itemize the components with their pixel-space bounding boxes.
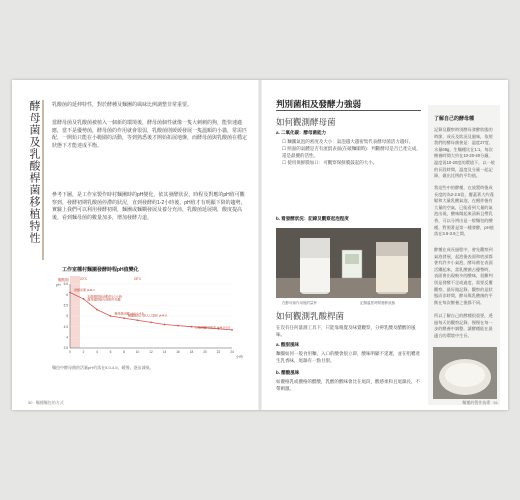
section-title: 判別菌相及發酵力強弱 [276,99,362,109]
left-page [12,80,260,410]
x-tick-label: 24 [230,350,234,354]
data-point [96,309,98,311]
x-tick-label: 16 [176,350,180,354]
temperature-label: 20°C [79,277,88,281]
sidebar-paragraph-3: 酵種在成長過程中，會先觀察到氣泡發展，起泡後表面和底部都會有許多小氣泡，酵母菌在表面活躍起來，當乳酸菌占優勢時，表面會出現較多的酸味，很難判別是發酵不足或過度，需要反覆觀察，最好做記錄，觀察的是狀態而非時間，酵母與乳酸菌的平衡在每次餵養之後都不同。 [434,247,493,305]
bubbly-starter [445,363,485,387]
vertical-title: 酵母菌及乳酸桿菌移植特性 [28,100,41,244]
page-number: 50 [28,400,33,405]
page-number: 51 [493,400,498,405]
ferment-photo [276,228,421,298]
y-tick-label: 5.5 [63,303,68,308]
x-tick-label: 4 [96,350,98,354]
heading-lactobacillus: 如何觀測乳酸桿菌 [276,311,345,321]
running-head: 麵種的製作技術 [462,400,491,405]
book-spread [12,80,508,410]
y-tick-label: 6 [66,292,68,297]
photo-caption-left: 在酵母菌作用後的量杯 [282,301,317,305]
subheading-acetic: b. 醋酸風味 [276,370,300,375]
bullet-item: ☐ 使用保鮮膜加口：可觀察保鮮膜鼓起的大小。 [282,160,378,165]
data-point [137,319,139,321]
sidebar-title: 了解自己的酵母種 [434,116,475,122]
subheading-lactic: a. 酸甜風味 [276,342,300,347]
subheading-ferment: b. 看發酵狀況：記錄及觀察起泡程度 [276,216,349,221]
x-tick-label: 10 [135,350,140,354]
x-tick-label: 0 [69,350,71,354]
y-tick-label: 4.5 [63,324,68,329]
data-point [191,326,193,328]
lacto-intro: 在沒有任何量測工具下，只能靠嗅覺及味覺觀察，分辨乳酸及醋酸的風味。 [276,325,416,337]
data-point [110,315,112,317]
sidebar-paragraph-1: 記錄及觀察時別酵母發酵狀態的時節，成長及狀況及風味，依照我們的酵母菌會是：溫度27度、水量68g，生麵種比在1:1，每次餵養時間大約在10-20-40分鐘，溫度再10-20度的環境下，以一般的長段時間，溫度及分量一起記錄，做出比例的平均值。 [434,127,495,179]
chart-footnote: 麵包中酵母菌的活量pH約落在5.0-4.5，緩慢、逐步減低。 [52,365,154,370]
body-paragraph-2: 參考下圖，是工作室製作時村麵團時的pH變化，依其發酵狀況，時程及對應的pH值可觀察到，發酵初期乳酸菌停滯的狀況，直到發酵約1-2小時後，pH值才有明顯下降的趨勢，實驗上我們可以利用發酵初期，麵團或麵糊發展及養分充沛，乳酸菌延展期，酸度提高後，看到麵母菌的數量加多，增加發酵力道。 [52,192,246,221]
y-tick-label: 5 [66,314,68,319]
starter-bowl-photo [433,347,497,399]
x-tick-label: 18 [189,350,194,354]
title-rule [276,110,421,111]
x-tick-label: 22 [216,350,221,354]
x-tick-label: 6 [109,350,112,354]
title-accent-bar [42,100,44,260]
bullet-item: ☐ 照面的氣體是否有流竄表面(在破麵團時)：判斷酵母是否已產完成，還是最優的活性。 [282,146,421,158]
data-point [150,322,152,324]
sidebar-paragraph-2: 我這些中的酵種，在放置時後成長度的為2-2.5倍，覆蓋著大約蓬鬆和大量乳酸氣泡，在攪拌後有大量的空氣，已能看到大量的氣泡出現，酸味聞起來清新且帶乳香，可以分辨出是一般麵包的酸種，對照著是第一種發酵，pH值落在3.6-3.9之間。 [434,185,494,237]
intro-paragraph: 乳酸菌的延伸特性，對於酵種及麵團的風味比例調整非常重要。 [52,102,193,108]
photo-caption-right: 記錄溫度時間發酵狀態 [360,301,395,305]
body-paragraph-1: 當酵母菌及乳酸菌被植入一個新的環境後，酵母菌個性就像一隻大刺刺的狗，能快速適應，當不是優勢菌，酵母菌的作用就會很弱，乳酸菌則緩緩發展一隻溫順的小貓，常需匹配，一開始只能在小範圍的活動，等到熟悉後才開始拓展地盤，而酵母菌與乳酸菌在穩定狀態下才能達成平衡。 [52,120,248,149]
annotation-label: 酵母菌開始分泌胞外多醣 [87,297,121,302]
annotation-label: 麵團酸化口感入口柔和 pH4.8 [128,313,167,318]
data-point [177,325,179,327]
chart-title: 工作室種村麵團發酵時程pH值變化 [62,267,139,273]
y-axis-label: pH [56,283,61,287]
left-page-number [28,400,64,406]
sidebar-box [428,105,500,405]
ph-chart [54,274,254,362]
y-tick-label: 6.5 [63,282,68,287]
right-page [260,80,508,410]
bullet-list-a [282,138,422,166]
highlight-label: 醒酸期 [58,278,69,282]
temperature-label: 25°C [133,277,142,281]
device-screen [345,254,359,264]
annotation-label: 以麵種酵母保存 pH4.0-3.5 [194,325,230,330]
y-tick-label: 3.5 [63,346,68,351]
starter-fill-right [376,256,408,292]
data-point [164,324,166,326]
data-point [231,329,233,331]
x-tick-label: 14 [162,350,167,354]
sidebar-paragraph-4: 所以了解自己的酵種很重要，透過每天的觀察記錄，慢慢在每一步的餵養中調整，讓酵種能在最適合的環境中生長。 [434,313,493,338]
subheading-co2: a. 二氧化碳：酵母菌能力 [276,130,327,135]
lactic-text: 麵團如何一般食用麵，入口的酸會很立即，酸味明顯不延遲，並在咀嚼產生乳香味，尾韻有一點甘甜。 [276,351,420,363]
x-tick-label: 2 [82,350,85,354]
starter-fill [300,258,330,292]
annotation-label: 發酵初期 pH6.1 [74,288,95,293]
y-tick-label: 4 [66,335,68,340]
bullet-item: ☐ 麵團氣泡的密度及大小：氣泡越大越密集代表酵母菌活力越好。 [282,139,414,144]
running-head: 麵種麵包的方式 [35,400,64,405]
right-page-number [462,400,498,406]
annotation-label: 麵母菌活躍 pH5.0-4.8 [114,311,144,316]
x-tick-label: 12 [149,350,153,354]
data-point [123,317,125,319]
annotation-label: 乳酸菌開始活動約1-2小時 [87,294,122,299]
x-tick-label: 8 [123,350,125,354]
data-point [69,292,71,294]
x-tick-label: 20 [203,350,207,354]
heading-yeast: 如何觀測酵母菌 [276,117,336,127]
acetic-text: 如優格乳或優格的醋酸，乳酸的酸味會比在尾段，酸感柔和且尾韻長，不帶刺激。 [276,379,420,391]
data-point [83,298,85,300]
x-axis-label: 小時 [236,355,243,359]
